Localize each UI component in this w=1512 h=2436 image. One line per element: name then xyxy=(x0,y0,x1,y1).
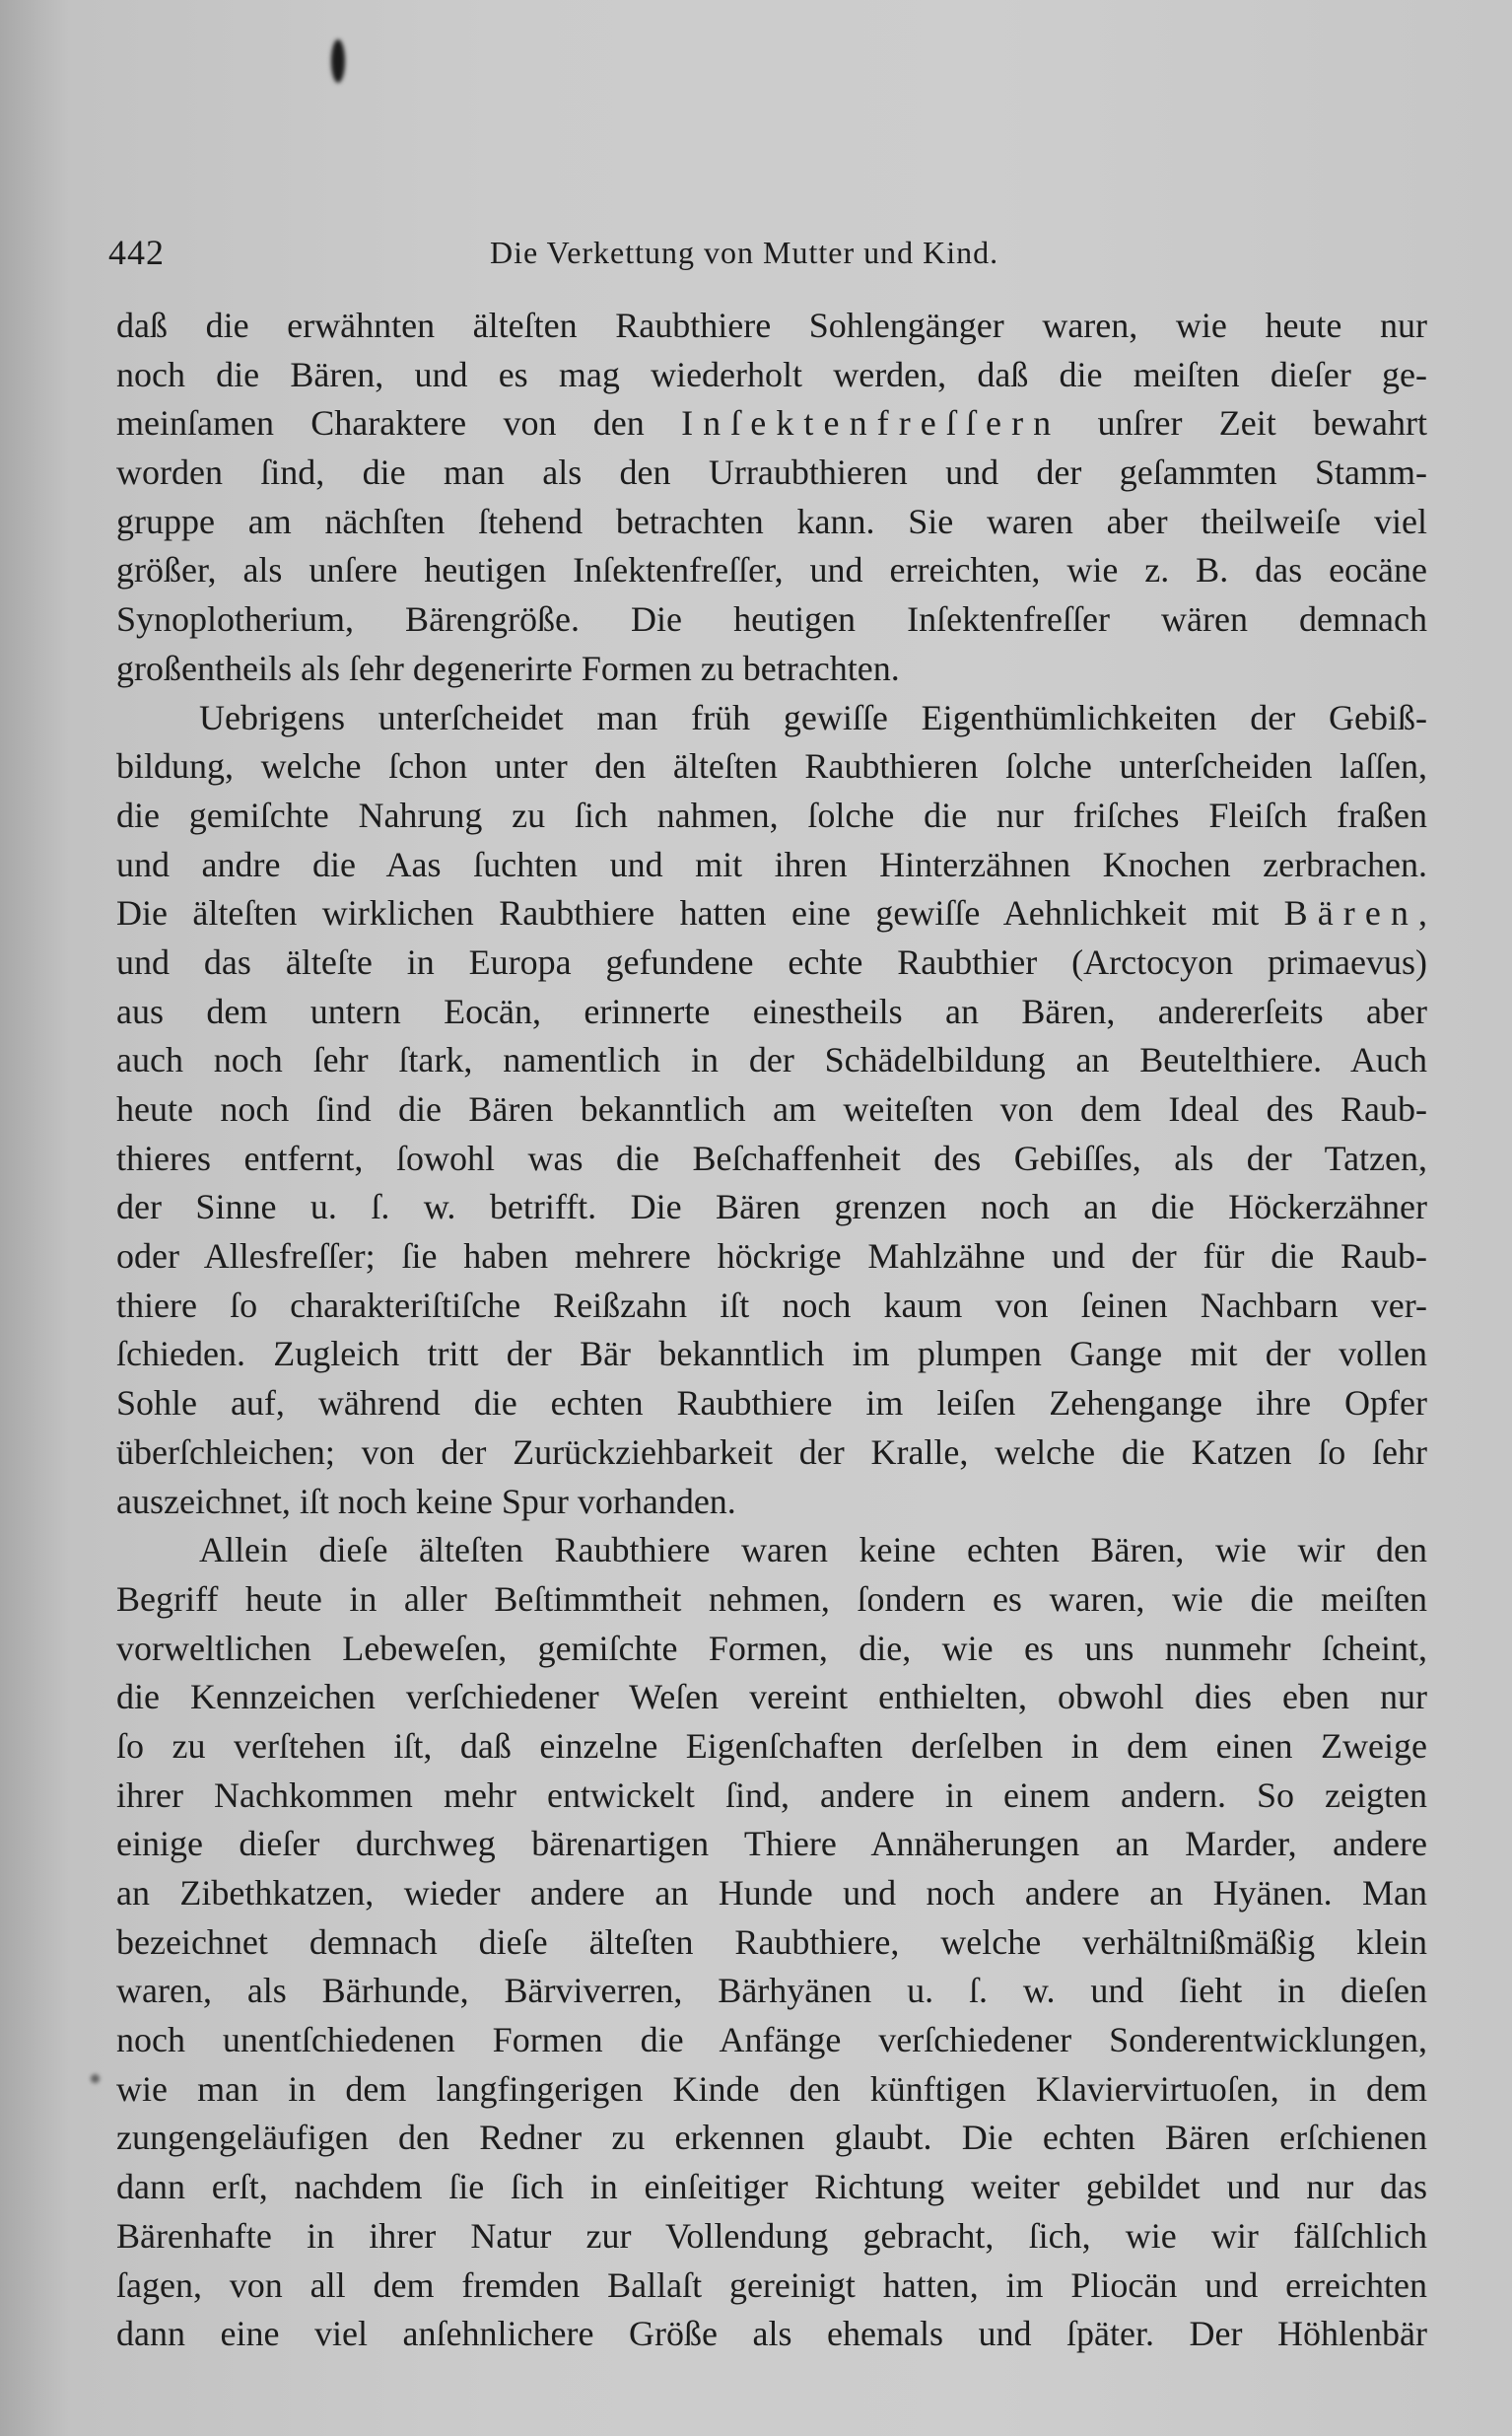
text-line: auszeichnet, iſt noch keine Spur vorhanden. xyxy=(116,1481,736,1521)
page-number: 442 xyxy=(108,233,165,272)
text-segment: meinſamen Charaktere von den xyxy=(116,403,682,444)
text-line: worden ſind, die man als den Urraubthieren und der geſammten Stamm- xyxy=(116,452,1427,493)
text-line: dann erſt, nachdem ſie ſich in einſeitiger Richtung weiter gebildet und nur das xyxy=(116,2167,1427,2207)
text-line: ſchieden. Zugleich tritt der Bär bekanntlich im plumpen Gange mit der vollen xyxy=(116,1334,1427,1374)
text-line: Begriff heute in aller Beſtimmtheit nehmen, ſondern es waren, wie die meiſten xyxy=(116,1578,1427,1619)
text-line: die Kennzeichen verſchiedener Weſen vereint enthielten, obwohl dies eben nur xyxy=(116,1677,1427,1717)
text-line: Synoplotherium, Bärengröße. Die heutigen Inſektenfreſſer wären demnach xyxy=(116,599,1427,640)
text-line: einige dieſer durchweg bärenartigen Thiere Annäherungen an Marder, andere xyxy=(116,1824,1427,1864)
text-line: waren, als Bärhunde, Bärviverren, Bärhyänen u. ſ. w. und ſieht in dieſen xyxy=(116,1971,1427,2011)
text-line: die gemiſchte Nahrung zu ſich nahmen, ſolche die nur friſches Fleiſch fraßen xyxy=(116,795,1427,835)
ink-spot xyxy=(331,39,345,83)
text-line: Bärenhafte in ihrer Natur zur Vollendung gebracht, ſich, wie wir fälſchlich xyxy=(116,2215,1427,2256)
running-title: Die Verkettung von Mutter und Kind. xyxy=(490,235,999,270)
text-line xyxy=(116,399,1427,449)
text-line: thiere ſo charakteriſtiſche Reißzahn iſt noch kaum von ſeinen Nachbarn ver- xyxy=(116,1285,1427,1325)
paragraph-start-line: Allein dieſe älteſten Raubthiere waren keine echten Bären, wie wir den xyxy=(199,1530,1427,1570)
emphasized-word: Bären xyxy=(1283,893,1418,934)
text-line: aus dem untern Eocän, erinnerte einestheils an Bären, andererſeits aber xyxy=(116,991,1427,1031)
text-line: der Sinne u. ſ. w. betrifft. Die Bären grenzen noch an die Höckerzähner xyxy=(116,1187,1427,1227)
text-line: vorweltlichen Lebeweſen, gemiſchte Formen, die, wie es uns nunmehr ſcheint, xyxy=(116,1628,1427,1668)
text-line: dann eine viel anſehnlichere Größe als ehemals und ſpäter. Der Höhlenbär xyxy=(116,2314,1427,2354)
text-line: an Zibethkatzen, wieder andere an Hunde und noch andere an Hyänen. Man xyxy=(116,1873,1427,1913)
text-line: ſagen, von all dem fremden Ballaſt gereinigt hatten, im Pliocän und erreichten xyxy=(116,2264,1427,2305)
body-text xyxy=(116,302,1427,2359)
text-line: und das älteſte in Europa gefundene echte Raubthier (Arctocyon primaevus) xyxy=(116,941,1427,982)
text-line: wie man in dem langfingerigen Kinde den künftigen Klaviervirtuoſen, in dem xyxy=(116,2068,1427,2109)
text-line: gruppe am nächſten ſtehend betrachten kann. Sie waren aber theilweiſe viel xyxy=(116,501,1427,541)
text-line: ihrer Nachkommen mehr entwickelt ſind, andere in einem andern. So zeigten xyxy=(116,1775,1427,1815)
text-line: thieres entfernt, ſowohl was die Beſchaffenheit des Gebiſſes, als der Tatzen, xyxy=(116,1138,1427,1178)
emphasized-word: Inſektenfreſſern xyxy=(681,403,1062,444)
text-line: oder Allesfreſſer; ſie haben mehrere höckrige Mahlzähne und der für die Raub- xyxy=(116,1236,1427,1277)
text-line: auch noch ſehr ſtark, namentlich in der Schädelbildung an Beutelthiere. Auch xyxy=(116,1040,1427,1080)
text-line: heute noch ſind die Bären bekanntlich am weiteſten von dem Ideal des Raub- xyxy=(116,1089,1427,1129)
text-line: noch unentſchiedenen Formen die Anfänge verſchiedener Sonderentwicklungen, xyxy=(116,2020,1427,2060)
text-line: ſo zu verſtehen iſt, daß einzelne Eigenſchaften derſelben in dem einen Zweige xyxy=(116,1725,1427,1766)
text-line: großentheils als ſehr degenerirte Formen zu betrachten. xyxy=(116,648,900,688)
text-segment: , xyxy=(1418,893,1427,934)
paragraph-start-line: Uebrigens unterſcheidet man früh gewiſſe Eigenthümlichkeiten der Gebiß- xyxy=(199,697,1427,737)
text-line: größer, als unſere heutigen Inſektenfreſſer, und erreichten, wie z. B. das eocäne xyxy=(116,550,1427,591)
text-line: zungengeläufigen den Redner zu erkennen glaubt. Die echten Bären erſchienen xyxy=(116,2118,1427,2158)
ink-spot xyxy=(91,2074,100,2083)
text-line: noch die Bären, und es mag wiederholt werden, daß die meiſten dieſer ge- xyxy=(116,354,1427,394)
text-line: und andre die Aas ſuchten und mit ihren Hinterzähnen Knochen zerbrachen. xyxy=(116,844,1427,884)
text-segment: unſrer Zeit bewahrt xyxy=(1061,403,1427,444)
text-line: bildung, welche ſchon unter den älteſten Raubthieren ſolche unterſcheiden laſſen, xyxy=(116,746,1427,787)
text-line: bezeichnet demnach dieſe älteſten Raubthiere, welche verhältnißmäßig klein xyxy=(116,1921,1427,1962)
text-line xyxy=(116,889,1427,939)
text-line: Sohle auf, während die echten Raubthiere im leiſen Zehengange ihre Opfer xyxy=(116,1383,1427,1424)
text-line: überſchleichen; von der Zurückziehbarkeit der Kralle, welche die Katzen ſo ſehr xyxy=(116,1431,1427,1472)
text-line: daß die erwähnten älteſten Raubthiere Sohlengänger waren, wie heute nur xyxy=(116,306,1427,345)
text-segment: Die älteſten wirklichen Raubthiere hatten eine gewiſſe Aehnlichkeit mit xyxy=(116,893,1284,934)
